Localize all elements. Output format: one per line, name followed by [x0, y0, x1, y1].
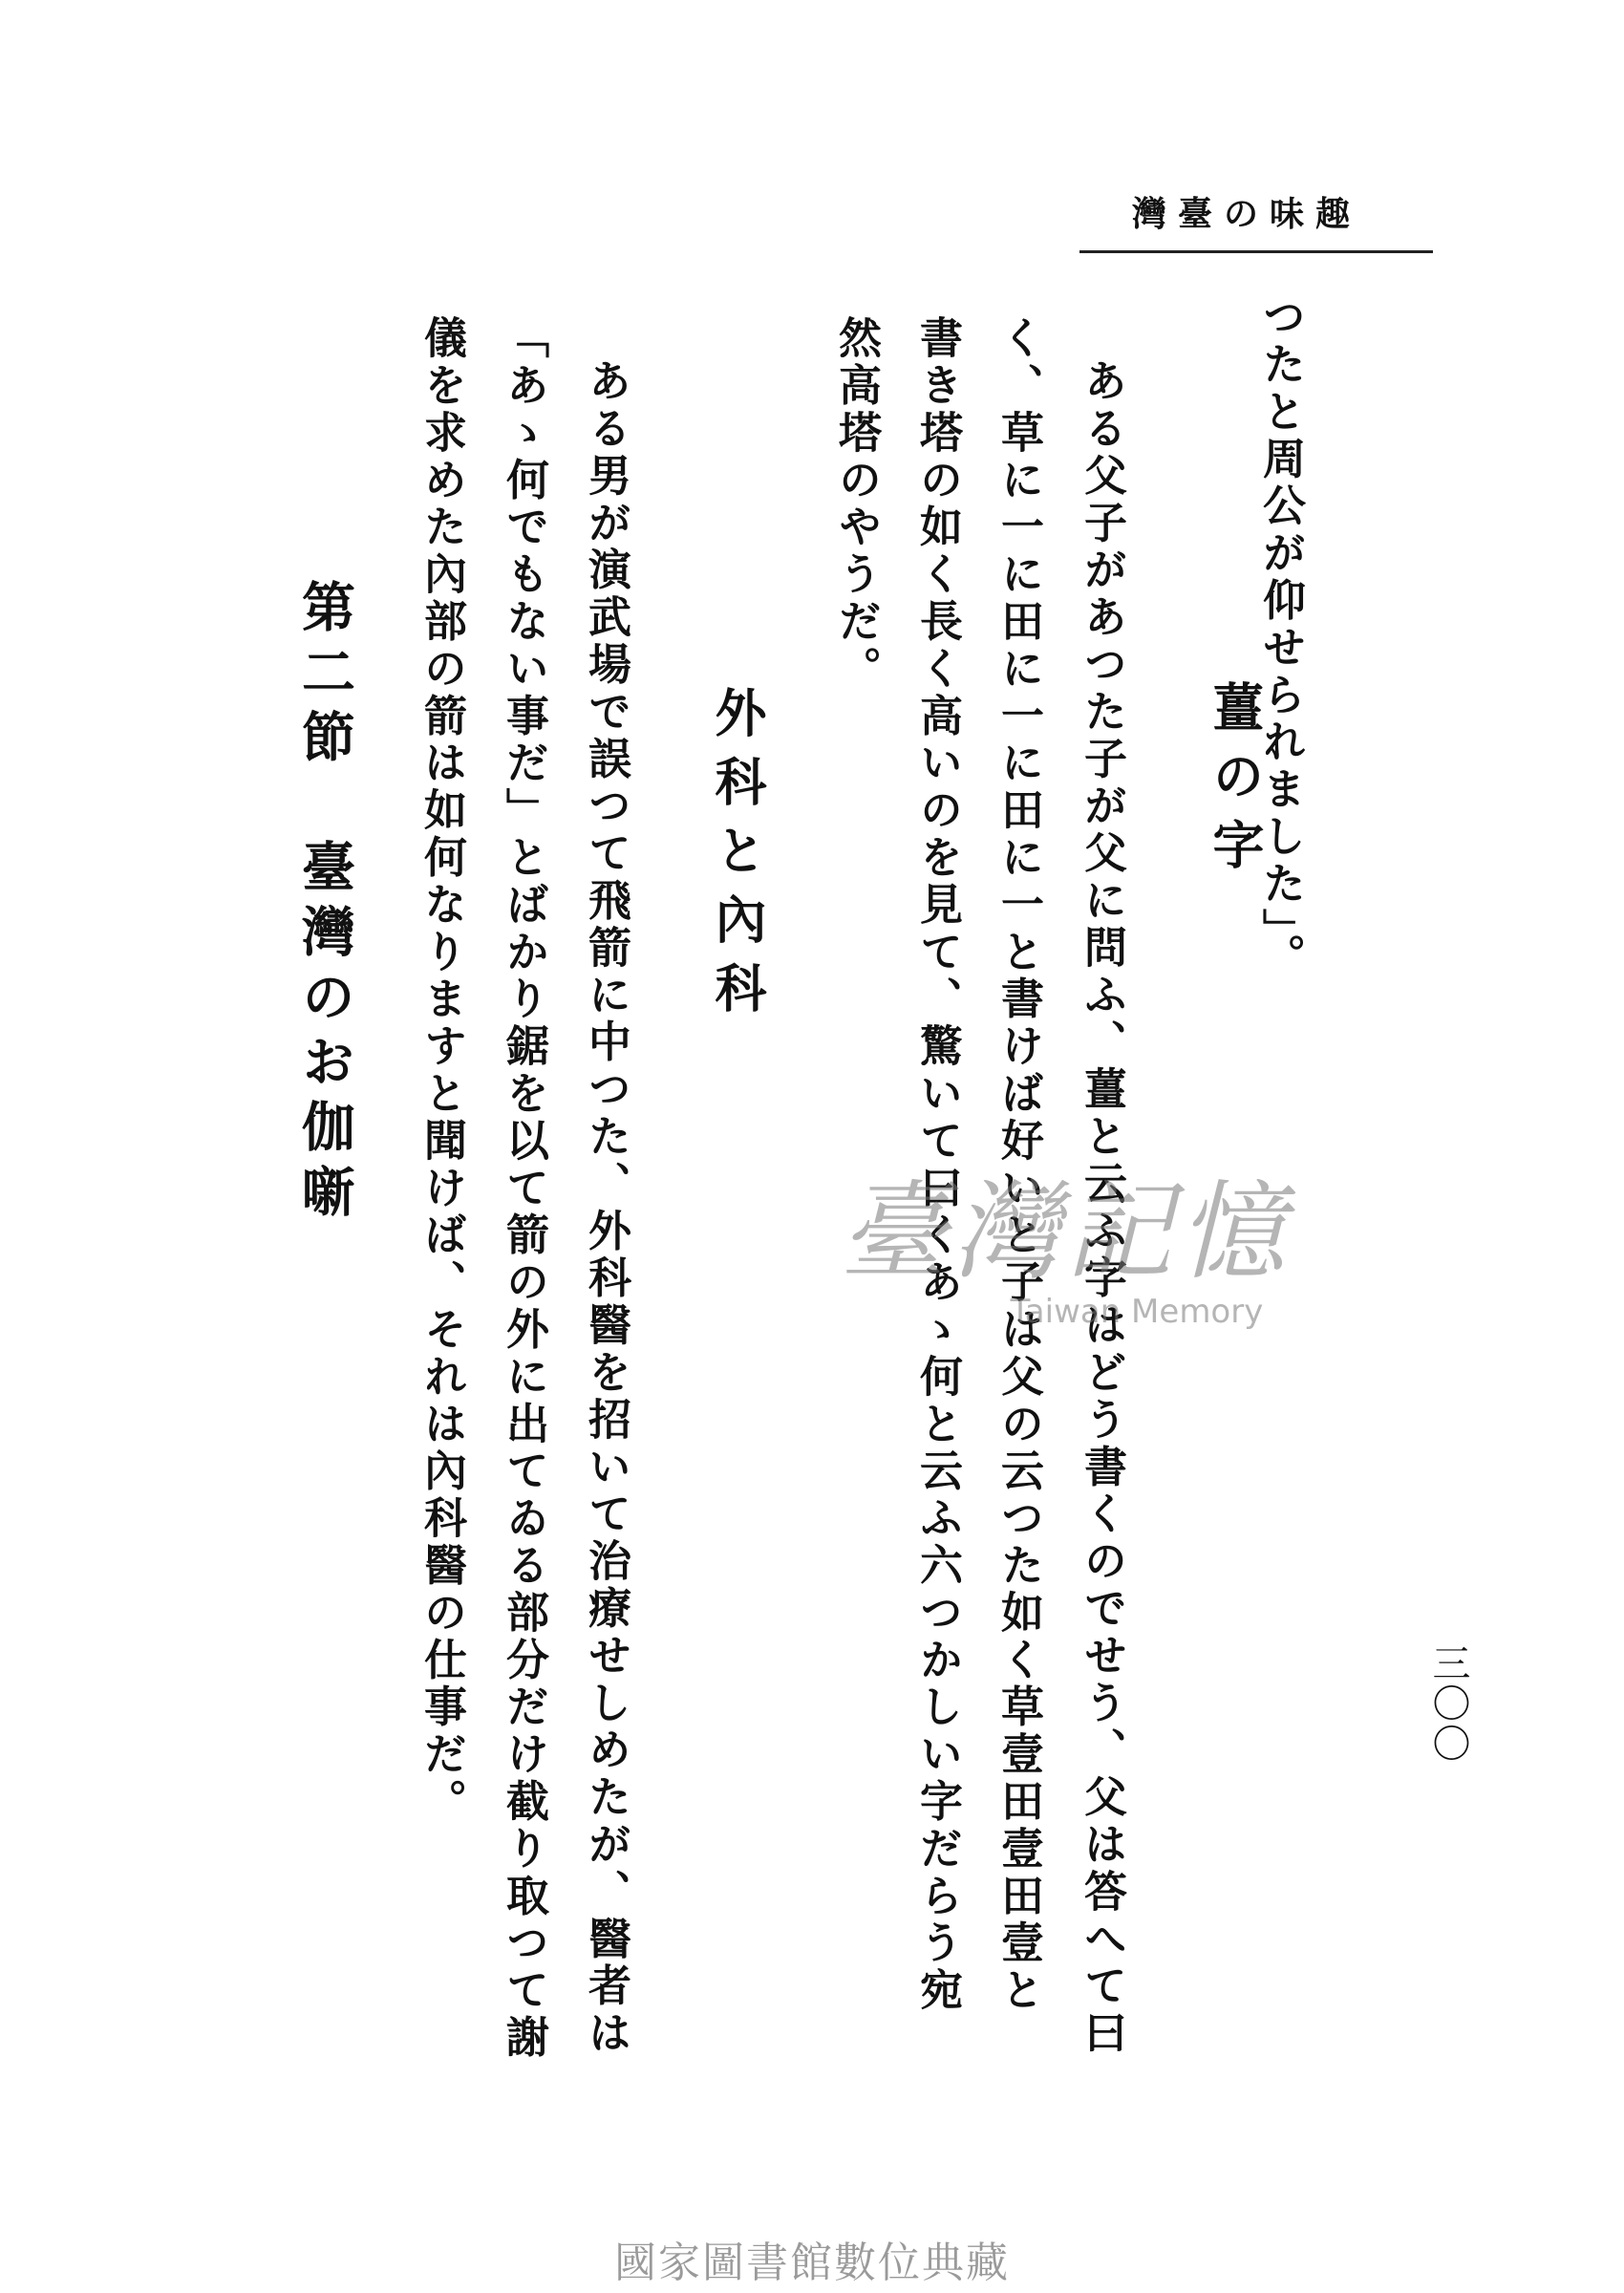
text-column-3: く、草に一に田に一に田に一と書けば好いと子は父の云つた如く草壹田壹田壹と: [994, 315, 1044, 2015]
text-column-5: 然高塔のやうだ。: [831, 315, 882, 694]
heading-ginger-character: 薑の字: [1205, 680, 1266, 887]
watermark-logo: [817, 1146, 1314, 1331]
text-column-2: ある父子があつた子が父に問ふ、薑と云ふ字はどう書くのでせう、父は答へて曰: [1077, 358, 1127, 2058]
heading-surgery-and-medicine: 外科と內科: [707, 686, 768, 1030]
watermark-title: 臺灣記憶: [840, 1170, 1291, 1295]
text-column-6: ある男が演武場で誤つて飛箭に中つた、外科醫を招いて治療せしめたが、醫者は: [581, 358, 631, 2058]
page-number: 三〇〇: [1426, 1643, 1470, 1764]
header-rule: [1079, 250, 1433, 253]
watermark-subtitle: Taiwan Memory: [1010, 1293, 1264, 1331]
text-column-8: 儀を求めた內部の箭は如何なりますと聞けば、それは內科醫の仕事だ。: [417, 315, 467, 1826]
text-column-7: 「あゝ何でもない事だ」とばかり鋸を以て箭の外に出てゐる部分だけ截り取つて謝: [499, 315, 549, 2062]
text-column-4: 書き塔の如く長く高いのを見て、驚いて曰くあゝ何と云ふ六つかしい字だらう宛: [912, 315, 963, 2015]
text-column-1: つたと周公が仰せられました」。: [1255, 294, 1306, 981]
footer-credit: 國家圖書館數位典藏: [614, 2239, 1010, 2287]
section-title: 第二節 臺灣のお伽噺: [293, 579, 356, 1229]
running-title: 趣味の臺灣: [1132, 194, 1362, 234]
